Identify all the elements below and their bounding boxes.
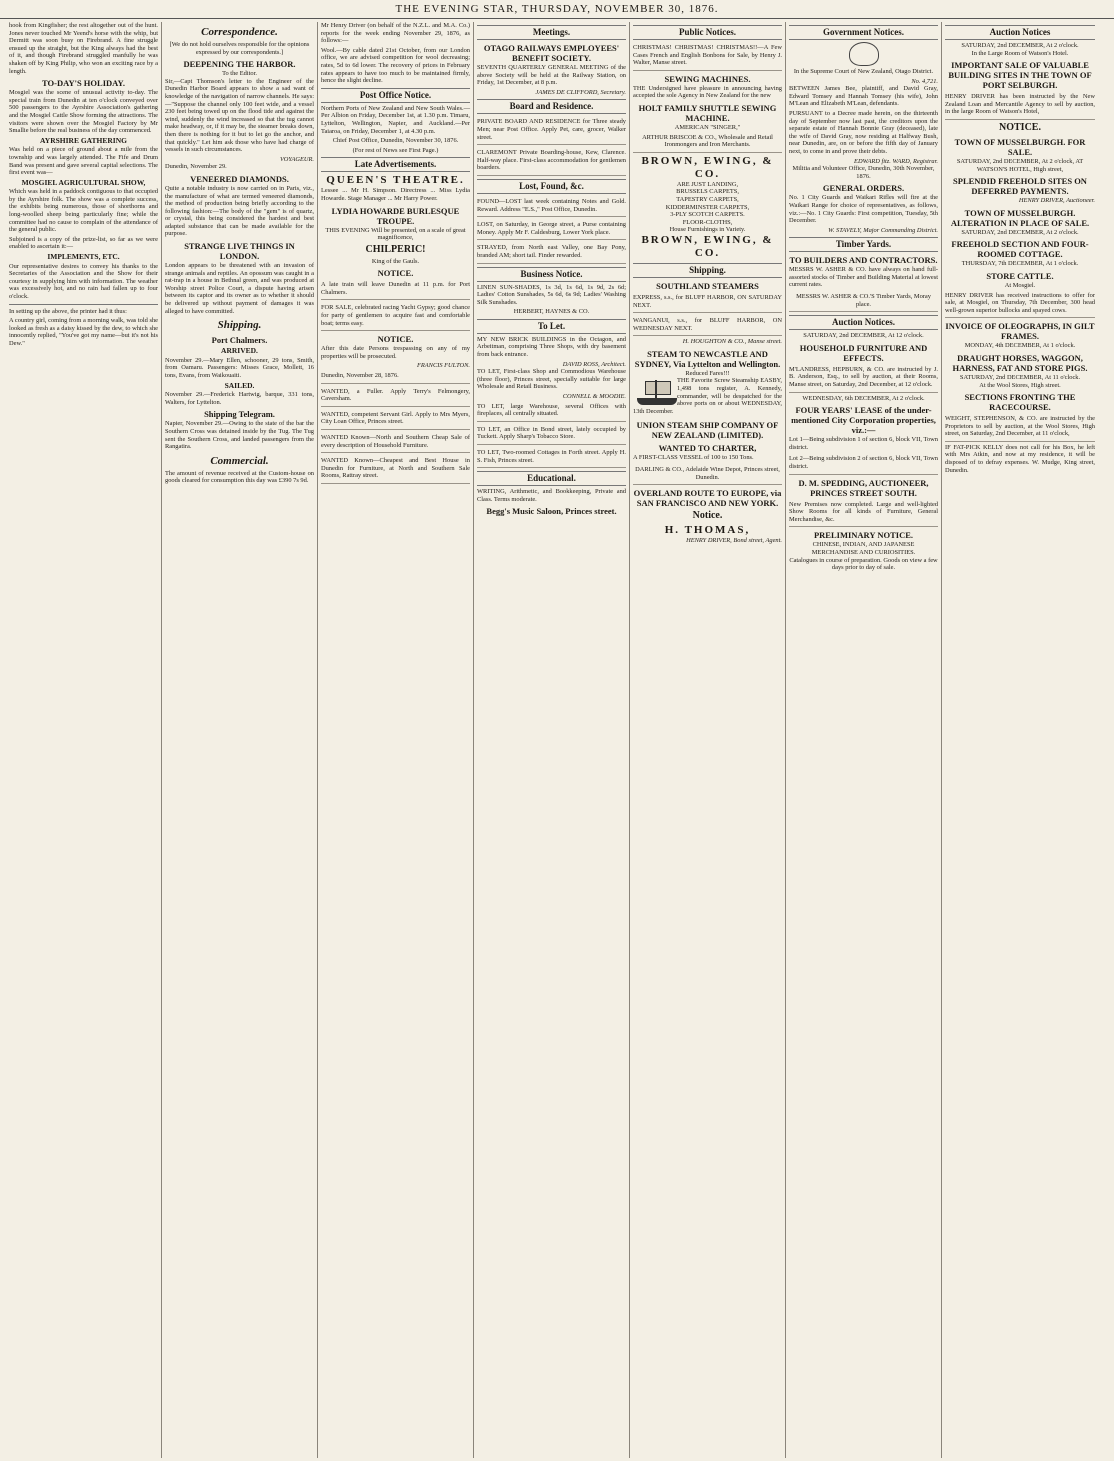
mosgiel-show-subheading: MOSGIEL AGRICULTURAL SHOW, xyxy=(21,177,146,187)
kidderminster-carpets: KIDDERMINSTER CARPETS, xyxy=(665,203,750,211)
notice-heading-7: NOTICE. xyxy=(999,121,1041,133)
preliminary-notice: PRELIMINARY NOTICE. xyxy=(813,530,914,541)
charter-by: DARLING & CO., Adelaide Wine Depot, Princes street, Dunedin. xyxy=(633,464,782,485)
auction-notices-section-2: Auction Notices xyxy=(945,25,1095,40)
sat-dec-2-a: SATURDAY, 2nd DECEMBER, At 2 o'clock. xyxy=(961,42,1079,49)
wanted-ad-1: WANTED, a Fuller. Apply Terry's Felmongery, Caversham. xyxy=(321,386,470,407)
mosgiel-show-para: Which was held in a paddock contiguous to that occupied by the Ayrshire folk. The show was a complete success, the exhibits being numerous, those of shorthorns and long-woolled sheep being particularly fine; while the committee had no cause to complain of the attendance of the general public. xyxy=(9,188,158,234)
thurs-dec-7: THURSDAY, 7th DECEMBER, At 1 o'clock. xyxy=(961,260,1079,268)
holt-machine: HOLT FAMILY SHUTTLE SEWING MACHINE. xyxy=(638,102,777,123)
militia-office: Militia and Volunteer Office, Dunedin, 30th November, 1876. xyxy=(792,165,935,180)
harbor-heading: DEEPENING THE HARBOR. xyxy=(183,59,296,70)
freehold-cottage: FREEHOLD SECTION AND FOUR-ROOMED COTTAGE. xyxy=(951,239,1089,260)
post-office-text: Northern Ports of New Zealand and New South Wales.—Per Albion on Friday, December 1st, at 1.30 p.m. Timaru, Lyttelton, Wellington, Napier, and Auckland.—Per Taiaroa, on Friday, December 1, at 4.30 p.m. xyxy=(321,104,470,135)
to-let-2: TO LET, First-class Shop and Commodious Warehouse (three floor), Princes street, specially suitable for large Wholesale and Retail Business. xyxy=(477,368,626,391)
shipping-section: Shipping. xyxy=(217,319,262,332)
yacht-ad: FOR SALE, celebrated racing Yacht Gypsy; good chance for party of gentlemen to acquire fast and comfortable boat; terms easy. xyxy=(321,302,470,331)
catalogue-note: Catalogues in course of preparation. Goods on view a few days prior to day of sale. xyxy=(789,556,938,572)
meetings-section: Meetings. xyxy=(477,25,626,40)
notice-big: Notice. xyxy=(692,510,723,522)
prize-list-intro: Subjoined is a copy of the prize-list, so far as we were enabled to ascertain it:— xyxy=(9,235,158,251)
tapestry-carpets: TAPESTRY CARPETS, xyxy=(676,195,739,203)
sailed-label: SAILED. xyxy=(224,380,255,390)
column-7 xyxy=(942,22,1098,1458)
henry-driver-agent: HENRY DRIVER, Bond street, Agent. xyxy=(686,537,782,545)
christmas-ad: CHRISTMAS! CHRISTMAS! CHRISTMAS!!—A Few Cases French and English Bonbons for Sale, by Henry J. Walter, Manse street. xyxy=(633,42,782,71)
correspondence-section: Correspondence. xyxy=(201,26,278,38)
general-orders: GENERAL ORDERS. xyxy=(822,183,905,194)
houghton-sign: H. HOUGHTON & CO., Manse street. xyxy=(682,338,782,346)
implements-subheading: IMPLEMENTS, ETC. xyxy=(47,252,120,262)
column-4 xyxy=(474,22,630,1458)
telegram-text: Napier, November 29.—Owing to the state of the bar the Southern Cross was detained inside by the Tug. The Tug sent the Southern Cross, and landed passengers from the Rangatira. xyxy=(165,420,314,451)
briscoe-sign: ARTHUR BRISCOE & CO., Wholesale and Retail Ironmongers and Iron Merchants. xyxy=(633,132,782,153)
monday-dec-4: MONDAY, 4th DECEMBER, At 1 o'clock. xyxy=(964,342,1076,350)
to-let-3: TO LET, large Warehouse, several Offices with fireplaces, all centrally situated. xyxy=(477,401,626,422)
lot-2: Lot 2—Being subdivision 2 of section 6, block VII, Town district. xyxy=(789,453,938,474)
charter-heading: WANTED TO CHARTER, xyxy=(658,443,757,454)
to-let-5: TO LET, Two-roomed Cottages in Forth street. Apply H. S. Fish, Princes street. xyxy=(477,447,626,468)
first-page-note: (For rest of News see First Page.) xyxy=(352,146,439,154)
trespass-sign: FRANCIS FULTON. xyxy=(416,362,470,370)
lost-section: Lost, Found, &c. xyxy=(477,179,626,194)
house-furnishings: House Furnishings in Variety. xyxy=(669,226,746,234)
union-steam-heading: UNION STEAM SHIP COMPANY OF NEW ZEALAND (LIMITED). xyxy=(636,420,779,441)
thanks-para: Our representative desires to convey his thanks to the Secretaries of the Association and the Show for their courtesy in supplying him with information. The weather was excessively hot, and no rain had fallen up to four o'clock. xyxy=(9,262,158,300)
asher-text: MESSRS W. ASHER & CO. have always on hand full-assorted stocks of Timber and Building Material at lowest current rates. xyxy=(789,266,938,289)
arrived-text: November 29.—Mary Ellen, schooner, 29 tons, Smith, from Oamaru. Passengers: Misses Grace, Mollett, 16 tons, Evans, from Waikouaiti. xyxy=(165,356,314,379)
sat-dec-2-d: SATURDAY, 2nd DECEMBER, At 11 o'clock. xyxy=(959,373,1081,381)
asher-sign: MESSRS W. ASHER & CO.'S Timber Yards, Moray place. xyxy=(789,291,938,312)
sewing-heading: SEWING MACHINES. xyxy=(664,73,751,84)
sat-dec-2-c: SATURDAY, 2nd DECEMBER, At 2 o'clock. xyxy=(961,228,1079,236)
live-things-para: London appears to be threatened with an invasion of strange animals and reptiles. An opossum was caught in a rat-trap in a house in Bethnal green, and was produced at Worship street Police Court, a dispute having arisen between its captor and its owner as to whether it should be delivered up without payment of damages it was alleged to have committed. xyxy=(165,262,314,315)
pursuant-text: PURSUANT to a Decree made herein, on the thirteenth day of September now last past, the creditors upon the separate estate of Hannah Bonnie Gray (deceased), late the wife of David Gray, now residing at Halfway Bush, near Dunedin, are, on or before the fifth day of January next, to come in and prove their debts. xyxy=(789,109,938,155)
column-1 xyxy=(6,22,162,1458)
driver-report-intro: Mr Henry Driver (on behalf of the N.Z.L. and M.A. Co.) reports for the week ending November 29, 1876, as follows:— xyxy=(321,22,470,45)
lost-ad-2: LOST, on Saturday, in George street, a Purse containing Money. Apply Mr F. Caldesburg, Lower York place. xyxy=(477,219,626,240)
driver-cattle: HENRY DRIVER has received instructions to offer for sale, at Mosgiel, on Thursday, 7th December, 300 head well-grown superior bullocks and spayed cows. xyxy=(945,290,1095,319)
fat-pick-kelly: IF FAT-PICK KELLY does not call for his Box, he left with Mrs Atkin, and now at my residence, it will be disposed of to defray expenses. W. Mudge, King street, Dunedin. xyxy=(945,443,1095,474)
to-let-2-sign: CONNELL & MOODIE. xyxy=(562,393,626,401)
orders-text: No. 1 City Guards and Waikari Rifles will fire at the Waikari Range for choice of representatives, as follows, viz.:—No. 1 City Guards: First competition, Tuesday, 5th December. xyxy=(789,194,938,225)
floor-cloths: FLOOR-CLOTHS, xyxy=(682,218,733,226)
arrived-label: ARRIVED. xyxy=(221,346,258,356)
public-notices-section: Public Notices. xyxy=(633,25,782,40)
chilperic-title: CHILPERIC! xyxy=(365,243,426,255)
business-text: LINEN SUN-SHADES, 1s 3d, 1s 6d, 1s 9d, 2s 6d; Ladies' Cotton Sunshades, 5s 6d, 6s 9d; Ladies' Washing Silk Sunshades. xyxy=(477,283,626,306)
express-ad: EXPRESS, s.s., for BLUFF HARBOR, ON SATURDAY NEXT. xyxy=(633,292,782,313)
railway-meeting-text: SEVENTH QUARTERLY GENERAL MEETING of the above Society will be held at the Railway Station, on Friday, 1st December, at 8 p.m. xyxy=(477,64,626,87)
mlandress-text: M'LANDRESS, HEPBURN, & CO. are instructed by J. B. Anderson, Esq., to sell by auction, at their Rooms, Manse street, on Saturday, 2nd December, at 12 o'clock. xyxy=(789,364,938,393)
steamship-icon xyxy=(637,379,677,405)
sailed-text: November 29.—Frederick Hartwig, barque, 331 tons, Walters, for Lyttelton. xyxy=(165,391,314,406)
educational-text: WRITING, Arithmetic, and Bookkeeping, Private and Class. Terms moderate. xyxy=(477,488,626,503)
builders-heading: TO BUILDERS AND CONTRACTORS. xyxy=(789,255,938,266)
wool-stores: At the Wool Stores, High street. xyxy=(979,381,1061,389)
reduced-fares: Reduced Fares!!! xyxy=(685,369,730,377)
harbor-letter: Sir,—Capt Thomson's letter to the Engineer of the Dunedin Harbor Board appears to show a sad want of knowledge of the navigation of narrow channels. He says:—"Suppose the channel only 100 feet wide, and a vessel 230 feet being towed up on the flood tide and against the wind, suddenly the wind increased so that the tug cannot make headway, or, if it may be, the steamer breaks down, then there is nothing for it but to let go the anchor, and that quickly." Let him ask those who have had charge of vessels in such circumstances. xyxy=(165,77,314,154)
diamonds-para: Quite a notable industry is now carried on in Paris, viz., the manufacture of what are termed veneered diamonds, the method of production being briefly according to the following fashion:—The body of the "gem" is of quartz, or crystal, this being considered the hardest and best adapted substance that can be made available for the purpose. xyxy=(165,184,314,238)
late-train-ad: A late train will leave Dunedin at 11 p.m. for Port Chalmers. xyxy=(321,279,470,300)
notice-heading-2: NOTICE. xyxy=(377,334,414,345)
ayrshire-para: Was held on a piece of ground about a mile from the township and was largely attended. The Fife and Drum Band was present and gave several capital selections. The first event was— xyxy=(9,146,158,177)
ayrshire-subheading: AYRSHIRE GATHERING xyxy=(40,135,127,145)
alteration-place: TOWN OF MUSSELBURGH. ALTERATION IN PLACE OF SALE. xyxy=(950,207,1090,228)
diamonds-heading: VENEERED DIAMONDS. xyxy=(190,173,289,184)
this-evening: THIS EVENING Will be presented, on a scale of great magnificence, xyxy=(325,226,466,242)
weight-stephenson: WEIGHT, STEPHENSON, & CO. are instructed by the Proprietors to sell by auction, at the Wool Stores, High street, on Saturday, 2nd December, at 11 o'clock, xyxy=(945,413,1095,442)
commercial-section: Commercial. xyxy=(210,454,269,467)
timber-yards-section: Timber Yards. xyxy=(789,237,938,252)
daisy-para: A country girl, coming from a morning walk, was told she looked as fresh as a daisy kissed by the dew, to which she innocently replied, "You've got my name—but it's not his Dew." xyxy=(9,317,158,347)
letter-signature: VOYAGEUR. xyxy=(280,155,314,163)
notice-heading: NOTICE. xyxy=(377,268,414,279)
queens-theatre-title: QUEEN'S THEATRE. xyxy=(326,174,465,187)
board-ad-2: CLAREMONT Private Boarding-house, Kew, Clarence. Half-way place. First-class accommodation for gentlemen boarders. xyxy=(477,147,626,176)
brown-ewing-footer: BROWN, EWING, & CO. xyxy=(641,233,774,259)
holiday-para-1: Mosgiel was the scene of unusual activity to-day. The special train from Dunedin at ten o'clock conveyed over 500 passengers to the Ayrshire Association's gathering and the Mosgiel Cattle Show forming the attractions. The visitors were shown over the Mosgiel Factory by Mr Smallie before the real business of the day commenced. xyxy=(9,89,158,135)
race-report-text: hook from Kingfisher; the rest altogether out of the hunt. Jones never touched Mr Yeend's horse with the whip, but Dermitt was soon busy on Firebrand. A fine struggle ensued up the straight, but the King always had the best of it, and though Firebrand struggled manfully he was shaken off by King Philip, who won an exciting race by a length. xyxy=(9,22,158,75)
brussels-carpets: BRUSSELS CARPETS, xyxy=(676,188,739,196)
spedding-heading: D. M. SPEDDING, AUCTIONEER, PRINCES STREET SOUTH. xyxy=(798,477,929,498)
registrar-sign: EDWARD fitz. WARD, Registrar. xyxy=(854,157,938,165)
to-let-1-sign: DAVID ROSS, Architect. xyxy=(562,360,626,368)
at-mosgiel: At Mosgiel. xyxy=(1004,281,1036,289)
musselburgh-for-sale: TOWN OF MUSSELBURGH. FOR SALE. xyxy=(954,136,1086,157)
board-section: Board and Residence. xyxy=(477,99,626,114)
column-6 xyxy=(786,22,942,1458)
disclaimer-note: [We do not hold ourselves responsible for the opinions expressed by our correspondents.] xyxy=(169,41,310,56)
telegram-heading: Shipping Telegram. xyxy=(204,409,275,420)
wanted-ad-2: WANTED, competent Servant Girl. Apply to Mrs Myers, City Loan Office, Princes street. xyxy=(321,409,470,430)
wanganui-ad: WANGANUI, s.s., for BLUFF HARBOR, ON WEDNESDAY NEXT. xyxy=(633,315,782,336)
supreme-court: In the Supreme Court of New Zealand, Otago District. xyxy=(793,68,934,75)
business-sign: HERBERT, HAYNES & CO. xyxy=(513,308,590,316)
sat-dec-2: SATURDAY, 2nd DECEMBER, At 12 o'clock. xyxy=(803,332,924,340)
theatre-staff: Lessee ... Mr H. Simpson. Directress ... Miss Lydia Howarde. Stage Manager ... Mr Harry Power. xyxy=(321,187,470,202)
government-notices-section: Government Notices. xyxy=(789,25,938,40)
splendid-sites: SPLENDID FREEHOLD SITES ON DEFERRED PAYMENTS. xyxy=(953,176,1087,197)
wed-dec-6: WEDNESDAY, 6th DECEMBER, At 2 o'clock. xyxy=(802,394,925,402)
important-sale: IMPORTANT SALE OF VALUABLE BUILDING SITES IN THE TOWN OF PORT SELBURGH. xyxy=(948,60,1092,91)
port-chalmers-heading: Port Chalmers. xyxy=(211,335,268,346)
printer-para: In setting up the above, the printer had it thus: xyxy=(9,307,127,315)
just-landing: ARE JUST LANDING, xyxy=(676,180,739,188)
between-parties: BETWEEN James Bee, plaintiff, and David Gray, Edward Tomsey and Hannah Tomsey (his wife), John M'Lean and Elizabeth M'Lean, defendants. xyxy=(789,85,938,108)
sat-dec-2-b: SATURDAY, 2nd DECEMBER, At 2 o'clock, AT WATSON'S HOTEL, High street, xyxy=(956,157,1084,173)
household-furniture: HOUSEHOLD FURNITURE AND EFFECTS. xyxy=(799,342,928,363)
business-section: Business Notice. xyxy=(477,267,626,282)
trespass-date: Dunedin, November 28, 1876. xyxy=(321,370,470,384)
commercial-text: The amount of revenue received at the Custom-house on goods cleared for consumption this day was £390 7s 9d. xyxy=(165,469,314,485)
column-container xyxy=(6,22,1108,1458)
store-cattle: STORE CATTLE. xyxy=(986,270,1054,281)
overland-heading: OVERLAND ROUTE TO EUROPE, via SAN FRANCISCO AND NEW YORK. xyxy=(633,488,782,509)
auction-notices-section: Auction Notices. xyxy=(789,315,938,330)
stavely-sign: W. STAVELY, Major Commanding District. xyxy=(828,226,938,234)
divider xyxy=(9,304,158,305)
to-let-section: To Let. xyxy=(477,319,626,334)
driver-auctioneer: HENRY DRIVER, Auctioneer. xyxy=(1018,197,1095,205)
post-office-sign: Chief Post Office, Dunedin, November 30, 1876. xyxy=(332,137,459,145)
column-2 xyxy=(162,22,318,1458)
to-editor: To the Editor. xyxy=(222,70,257,78)
railway-society-title: OTAGO RAILWAYS EMPLOYEES' BENEFIT SOCIETY. xyxy=(483,43,620,63)
post-office-section: Post Office Notice. xyxy=(321,88,470,103)
wool-report: Wool.—By cable dated 21st October, from our London office, we are advised competition for wool decreasing; rates, 5d to 6d lower. The recovery of prices in February rates appears to have too much to be maintained firmly, hence the slight decline. xyxy=(321,46,470,85)
column-5 xyxy=(630,22,786,1458)
wanted-ad-3: WANTED Known—North and Southern Cheap Sale of every description of Household Furniture. xyxy=(321,432,470,453)
music-saloon: Begg's Music Saloon, Princes street. xyxy=(486,506,617,517)
american-singer: AMERICAN "SINGER," xyxy=(674,123,741,131)
racecourse-sections: SECTIONS FRONTING THE RACECOURSE. xyxy=(964,392,1076,413)
four-years-lease: FOUR YEARS' LEASE of the under-mentioned City Corporation properties, viz.:— xyxy=(791,405,936,436)
lot-1: Lot 1—Being subdivision 1 of section 6, block VII, Town district. xyxy=(789,436,938,451)
scotch-carpets: 3-PLY SCOTCH CARPETS. xyxy=(670,211,745,219)
masthead: THE EVENING STAR, THURSDAY, NOVEMBER 30, 1876. xyxy=(0,0,1114,19)
spedding-premises: New Premises now completed. Large and well-lighted Show Rooms for all kinds of Furniture, General Merchandise, &c. xyxy=(789,499,938,528)
late-ads-section: Late Advertisements. xyxy=(321,157,470,172)
lost-ad-3: STRAYED, from North east Valley, one Bay Pony, branded AM; short tail. Finder rewarded. xyxy=(477,242,626,263)
case-number: No. 4,721. xyxy=(911,77,938,85)
live-things-heading: STRANGE LIVE THINGS IN LONDON. xyxy=(184,241,295,262)
letter-date: Dunedin, November 29. xyxy=(165,163,227,171)
railway-meeting-sign: JAMES DE CLIFFORD, Secretary. xyxy=(535,88,626,96)
royal-crest-icon xyxy=(849,42,879,66)
trespass-text: After this date Persons trespassing on any of my properties will be prosecuted. xyxy=(321,345,470,360)
holiday-heading: TO-DAY'S HOLIDAY. xyxy=(42,78,125,89)
wanted-ad-4: WANTED Known—Cheapest and Best House in Dunedin for Furniture, at North and Southern Sale Rooms, Rattray street. xyxy=(321,455,470,484)
newcastle-heading: STEAM TO NEWCASTLE AND SYDNEY, Via Lyttelton and Wellington. xyxy=(634,348,781,369)
brown-ewing-title: BROWN, EWING, & CO. xyxy=(641,154,774,180)
thomas-name: H. THOMAS, xyxy=(664,524,751,537)
shipping-section-2: Shipping. xyxy=(633,263,782,278)
educational-section: Educational. xyxy=(477,471,626,486)
chilperic-subtitle: King of the Gauls. xyxy=(371,257,420,265)
to-let-1: MY NEW BRICK BUILDINGS in the Octagon, and Arbeitman, comprising Three Shops, with dry basement from back entrance. xyxy=(477,335,626,359)
invoice-oleographs: INVOICE OF OLEOGRAPHS, IN GILT FRAMES. xyxy=(945,321,1095,342)
easby-ad: THE Favorite Screw Steamship EASBY, 1,498 tons register, A. Kennedy, commander, will be despatched for the above ports on or about WEDNESDAY, 13th December. xyxy=(633,377,782,415)
burlesque-title: LYDIA HOWARDE BURLESQUE TROUPE. xyxy=(331,205,460,226)
board-ad-1: PRIVATE BOARD AND RESIDENCE for Three steady Men; near Post Office. Apply Pet, care, grocer, Walker street. xyxy=(477,116,626,145)
driver-instructed: HENRY DRIVER has been instructed by the New Zealand Loan and Mercantile Agency to sell by auction, in the large Room of Watson's Hotel, xyxy=(945,91,1095,120)
chinese-merchandise: CHINESE, INDIAN, AND JAPANESE MERCHANDISE AND CURIOSITIES. xyxy=(811,541,916,556)
southland-steamers: SOUTHLAND STEAMERS xyxy=(656,280,759,291)
column-3 xyxy=(318,22,474,1458)
sewing-text: THE Undersigned have pleasure in announcing having accepted the sole Agency in New Zealand for the new xyxy=(633,84,782,100)
to-let-4: TO LET, an Office in Bond street, lately occupied by Tuckett. Apply Sharp's Tobacco Store. xyxy=(477,424,626,445)
watsons-room: In the Large Room of Watson's Hotel. xyxy=(971,49,1069,57)
charter-text: A FIRST-CLASS VESSEL of 100 to 150 Tons. xyxy=(633,454,754,462)
draught-horses: DRAUGHT HORSES, WAGGON, HARNESS, FAT AND STORE PIGS. xyxy=(952,352,1088,373)
lost-ad-1: FOUND—LOST last week containing Notes and Gold. Reward. Address "E.S.," Post Office, Dunedin. xyxy=(477,196,626,217)
